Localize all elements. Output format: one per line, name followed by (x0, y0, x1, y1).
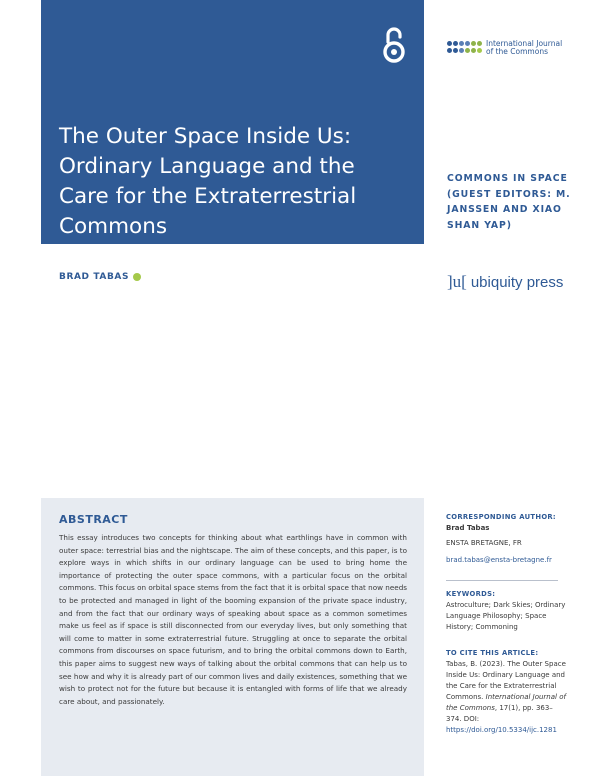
citation-block (446, 648, 568, 736)
corresponding-name: Brad Tabas (446, 524, 490, 532)
keywords-heading: KEYWORDS: (446, 590, 496, 598)
keywords-block (446, 589, 568, 633)
abstract-heading: ABSTRACT (59, 513, 128, 526)
citation-part-2: , 17(1), pp. 363–374. DOI: (446, 704, 553, 723)
corresponding-affiliation: ENSTA BRETAGNE, FR (446, 539, 522, 547)
cite-heading: TO CITE THIS ARTICLE: (446, 649, 539, 657)
orcid-icon[interactable] (133, 273, 141, 281)
article-title: The Outer Space Inside Us: Ordinary Language and the Care for the Extraterrestrial Commons (59, 124, 357, 239)
citation-journal: International Journal of the Commons (446, 693, 566, 712)
corresponding-heading: CORRESPONDING AUTHOR: (446, 513, 556, 521)
series-label: COMMONS IN SPACE (GUEST EDITORS: M. JANSSEN AND XIAO SHAN YAP) (447, 173, 571, 231)
publisher-mark-icon: ]u[ (447, 272, 467, 291)
sidebar-divider (446, 580, 558, 581)
open-access-icon (381, 26, 407, 64)
journal-logo-icon (447, 40, 483, 56)
corresponding-email[interactable]: brad.tabas@ensta-bretagne.fr (446, 556, 552, 564)
publisher-name: ubiquity press (470, 274, 564, 291)
citation-text (446, 659, 568, 736)
author-name (59, 272, 141, 282)
citation-doi-link[interactable]: https://doi.org/10.5334/ijc.1281 (446, 726, 557, 734)
journal-name: International Journal of the Commons (486, 39, 563, 56)
publisher-logo[interactable] (447, 272, 563, 292)
abstract-text: This essay introduces two concepts for thinking about what earthlings have in common with outer space: terrestrial bias and the nightscape. The aim of these concepts, and this paper, is to explore ways in which shifts in our ordinary language can be used to bring home the importance of protecting the outer space commons, with a particular focus on the orbital commons. This focus on orbital space stems from the fact that it is orbital space that now needs to be protected and managed in light of the booming expansion of the private space industry, and from the fact that our ordinary ways of speaking about space as a common sometimes make us feel as if space is still disconnected from our everyday lives, but only something that will come to matter in some extraterrestrial future. Struggling at once to separate the orbital commons from discourses on space futurism, and to bring the orbital commons down to Earth, this paper aims to suggest new ways of talking about the orbital commons that can help us to see how and why it is already part of our common lives and daily existences, something that we wish to protect not for the future but because it is entangled with forms of life that we already care about, and passionately. (59, 533, 407, 706)
citation-part-1: Tabas, B. (2023). The Outer Space Inside Us: Ordinary Language and the Care for the Extraterrestrial Commons. (446, 660, 566, 701)
keywords-list: Astroculture; Dark Skies; Ordinary Language Philosophy; Space History; Commoning (446, 601, 566, 631)
journal-logo[interactable] (447, 40, 567, 58)
author-name-text: BRAD TABAS (59, 272, 130, 282)
corresponding-author-block (446, 512, 568, 566)
